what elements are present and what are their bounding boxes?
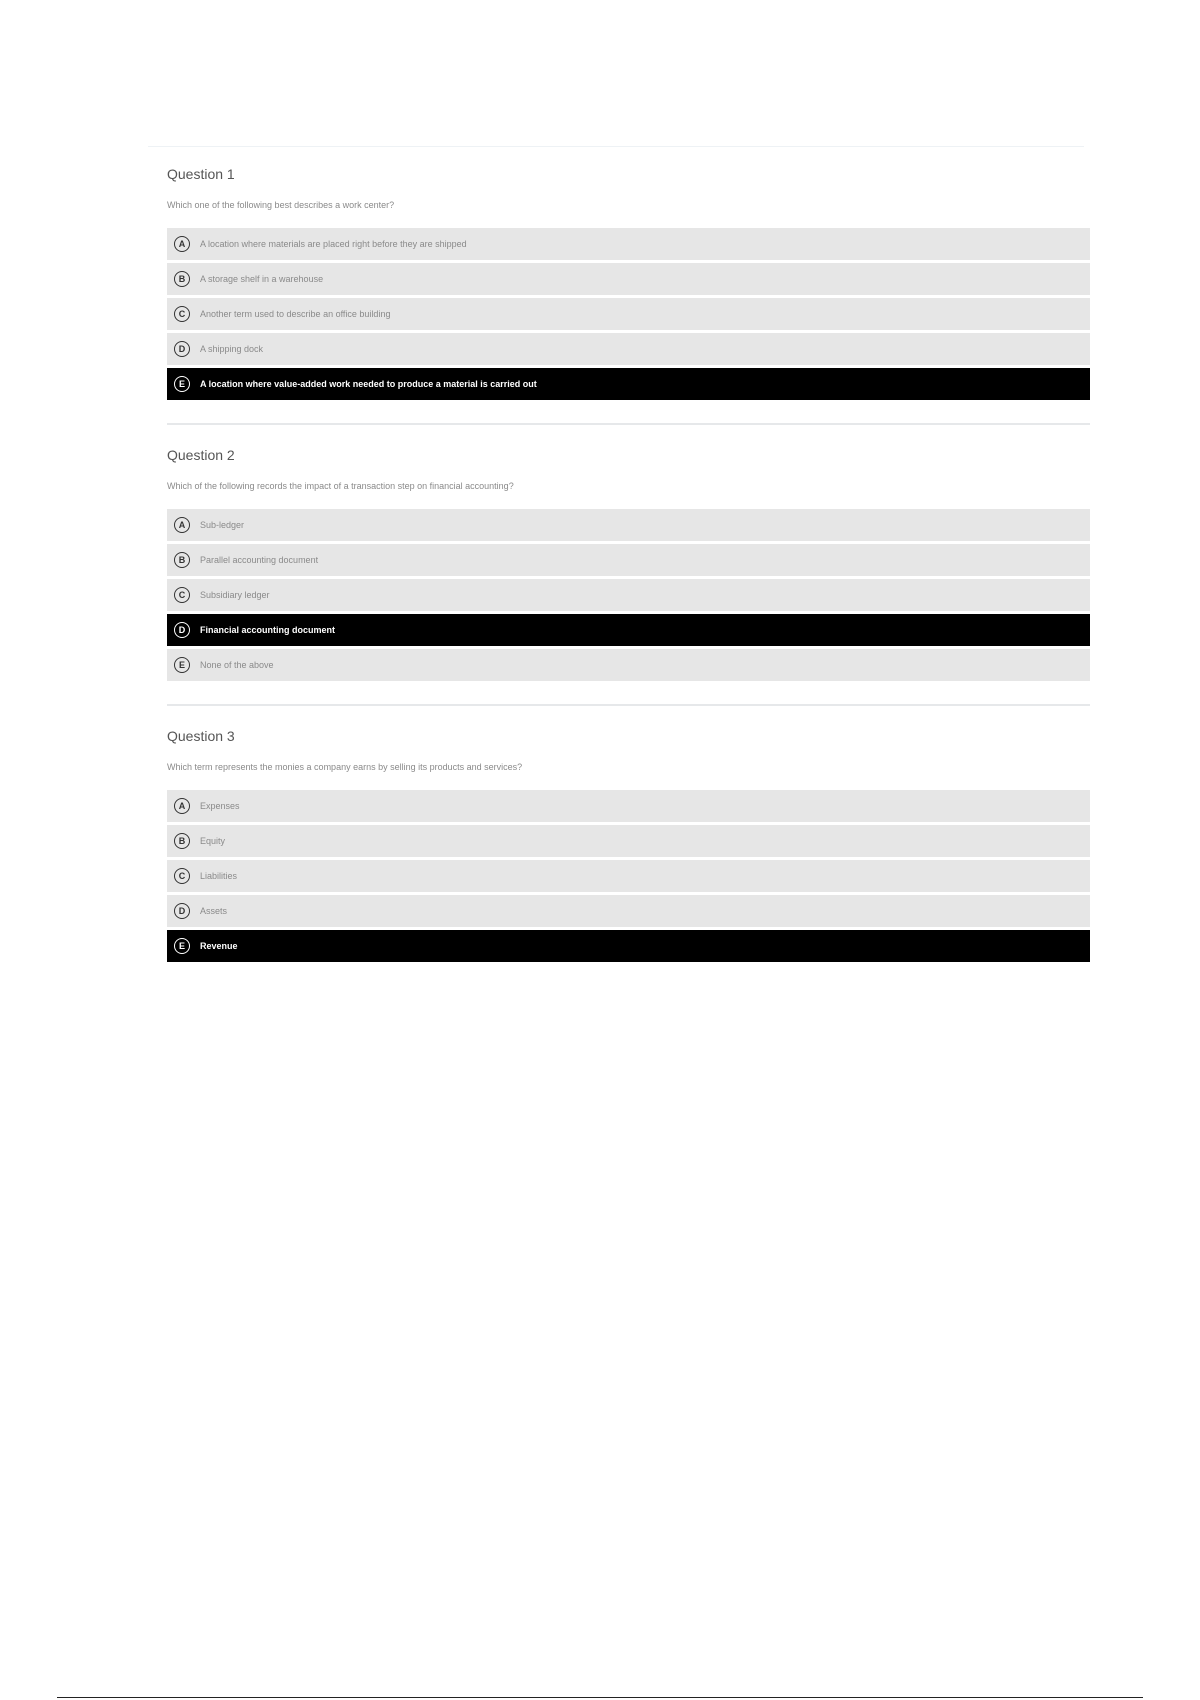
question-divider <box>167 704 1090 706</box>
option-text: A location where value-added work needed to produce a material is carried out <box>200 379 537 389</box>
option-text: A shipping dock <box>200 344 264 354</box>
answer-option-b[interactable] <box>167 825 1090 857</box>
answer-options <box>167 790 1090 962</box>
answer-options <box>167 228 1090 400</box>
answer-option-a[interactable] <box>167 790 1090 822</box>
answer-option-b[interactable] <box>167 263 1090 295</box>
answer-option-a[interactable] <box>167 509 1090 541</box>
question-divider <box>167 423 1090 425</box>
footer-rule <box>57 1697 1143 1698</box>
option-text: Liabilities <box>200 871 238 881</box>
option-letter-badge: A <box>174 517 190 533</box>
option-text: Parallel accounting document <box>200 555 319 565</box>
answer-option-c[interactable] <box>167 860 1090 892</box>
option-letter-badge: E <box>174 657 190 673</box>
option-letter-badge: A <box>174 798 190 814</box>
option-letter-badge: C <box>174 587 190 603</box>
option-letter-badge: D <box>174 903 190 919</box>
option-letter-badge: C <box>174 868 190 884</box>
question-2 <box>167 445 1090 706</box>
answer-option-e[interactable] <box>167 649 1090 681</box>
answer-options <box>167 509 1090 681</box>
question-text: Which term represents the monies a company earns by selling its products and services? <box>167 762 523 772</box>
answer-option-c[interactable] <box>167 579 1090 611</box>
option-letter-badge: D <box>174 341 190 357</box>
option-letter-badge: E <box>174 938 190 954</box>
question-text: Which one of the following best describes a work center? <box>167 200 395 210</box>
answer-option-d[interactable] <box>167 895 1090 927</box>
option-letter-badge: A <box>174 236 190 252</box>
option-letter-badge: D <box>174 622 190 638</box>
answer-option-e-selected[interactable] <box>167 368 1090 400</box>
answer-option-d-selected[interactable] <box>167 614 1090 646</box>
option-text: Another term used to describe an office building <box>200 309 391 319</box>
answer-option-d[interactable] <box>167 333 1090 365</box>
quiz <box>167 160 1090 965</box>
option-text: Sub-ledger <box>200 520 245 530</box>
answer-option-e-selected[interactable] <box>167 930 1090 962</box>
option-text: A location where materials are placed right before they are shipped <box>200 239 467 249</box>
option-text: Equity <box>200 836 226 846</box>
option-text: A storage shelf in a warehouse <box>200 274 324 284</box>
answer-option-c[interactable] <box>167 298 1090 330</box>
option-letter-badge: C <box>174 306 190 322</box>
question-1 <box>167 164 1090 425</box>
option-text: Financial accounting document <box>200 625 336 635</box>
option-text: Assets <box>200 906 228 916</box>
option-letter-badge: B <box>174 552 190 568</box>
question-3 <box>167 726 1090 962</box>
option-letter-badge: B <box>174 271 190 287</box>
question-text: Which of the following records the impact of a transaction step on financial accounting? <box>167 481 514 491</box>
option-text: None of the above <box>200 660 274 670</box>
top-divider <box>148 146 1084 147</box>
answer-option-b[interactable] <box>167 544 1090 576</box>
answer-option-a[interactable] <box>167 228 1090 260</box>
question-title: Question 1 <box>167 166 235 182</box>
question-title: Question 3 <box>167 728 235 744</box>
option-letter-badge: E <box>174 376 190 392</box>
option-text: Subsidiary ledger <box>200 590 270 600</box>
question-title: Question 2 <box>167 447 235 463</box>
option-text: Revenue <box>200 941 238 951</box>
option-letter-badge: B <box>174 833 190 849</box>
option-text: Expenses <box>200 801 240 811</box>
